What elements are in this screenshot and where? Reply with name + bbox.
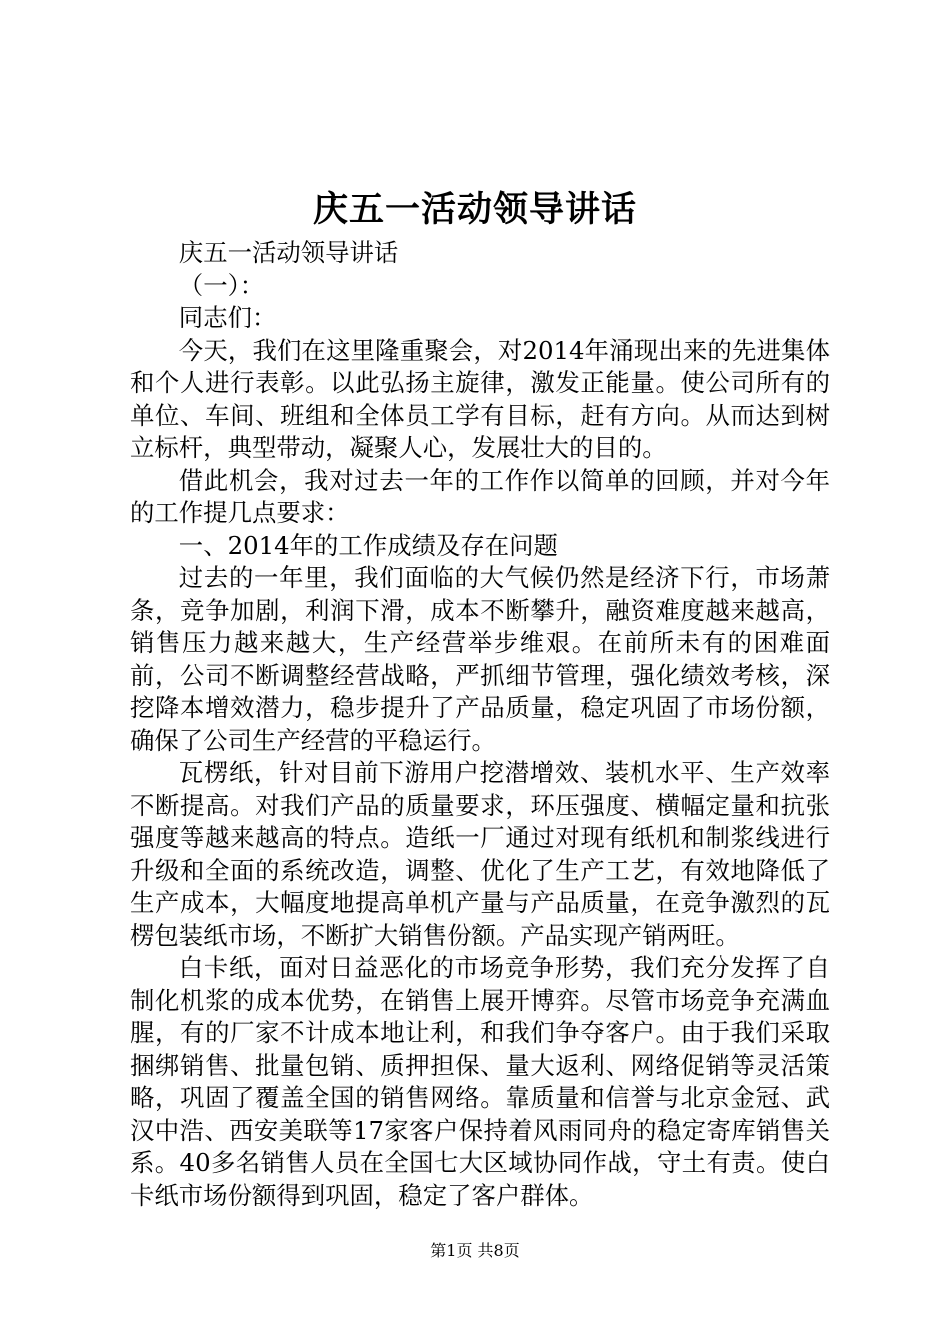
document-title: 庆五一活动领导讲话 (312, 189, 637, 230)
body-paragraph: 白卡纸，面对日益恶化的市场竞争形势，我们充分发挥了自制化机浆的成本优势，在销售上展开博弈。尽管市场竞争充满血腥，有的厂家不计成本地让利，和我们争夺客户。由于我们采取捆绑销售、批量包销、质押担保、量大返利、网络促销等灵活策略，巩固了覆盖全国的销售网络。靠质量和信誉与北京金冠、武汉中浩、西安美联等17家客户保持着风雨同舟的稳定寄库销售关系。40多名销售人员在全国七大区域协同作战，守土有责。使白卡纸市场份额得到巩固，稳定了客户群体。 (130, 953, 830, 1210)
section-number-paragraph: （一）： (178, 270, 265, 300)
subtitle-paragraph: 庆五一活动领导讲话 (178, 238, 399, 267)
body-paragraph: 过去的一年里，我们面临的大气候仍然是经济下行，市场萧条，竞争加剧，利润下滑，成本不断攀升，融资难度越来越高，销售压力越来越大，生产经营举步维艰。在前所未有的困难面前，公司不断调整经营战略，严抓细节管理，强化绩效考核，深挖降本增效潜力，稳步提升了产品质量，稳定巩固了市场份额，确保了公司生产经营的平稳运行。 (130, 563, 830, 755)
salutation-paragraph: 同志们： (178, 303, 277, 332)
body-paragraph: 借此机会，我对过去一年的工作作以简单的回顾，并对今年的工作提几点要求： (130, 465, 830, 527)
body-paragraph: 今天，我们在这里隆重聚会，对2014年涌现出来的先进集体和个人进行表彰。以此弘扬主旋律，激发正能量。使公司所有的单位、车间、班组和全体员工学有目标，赶有方向。从而达到树立标杆，典型带动，凝聚人心，发展壮大的目的。 (130, 335, 830, 462)
page-footer: 第1页 共8页 (430, 1241, 520, 1260)
document-body (130, 237, 830, 1212)
section-heading-paragraph: 一、2014年的工作成绩及存在问题 (178, 530, 558, 560)
body-paragraph: 瓦楞纸，针对目前下游用户挖潜增效、装机水平、生产效率不断提高。对我们产品的质量要求，环压强度、横幅定量和抗张强度等越来越高的特点。造纸一厂通过对现有纸机和制浆线进行升级和全面的系统改造，调整、优化了生产工艺，有效地降低了生产成本，大幅度地提高单机产量与产品质量，在竞争激烈的瓦楞包装纸市场，不断扩大销售份额。产品实现产销两旺。 (130, 758, 830, 950)
